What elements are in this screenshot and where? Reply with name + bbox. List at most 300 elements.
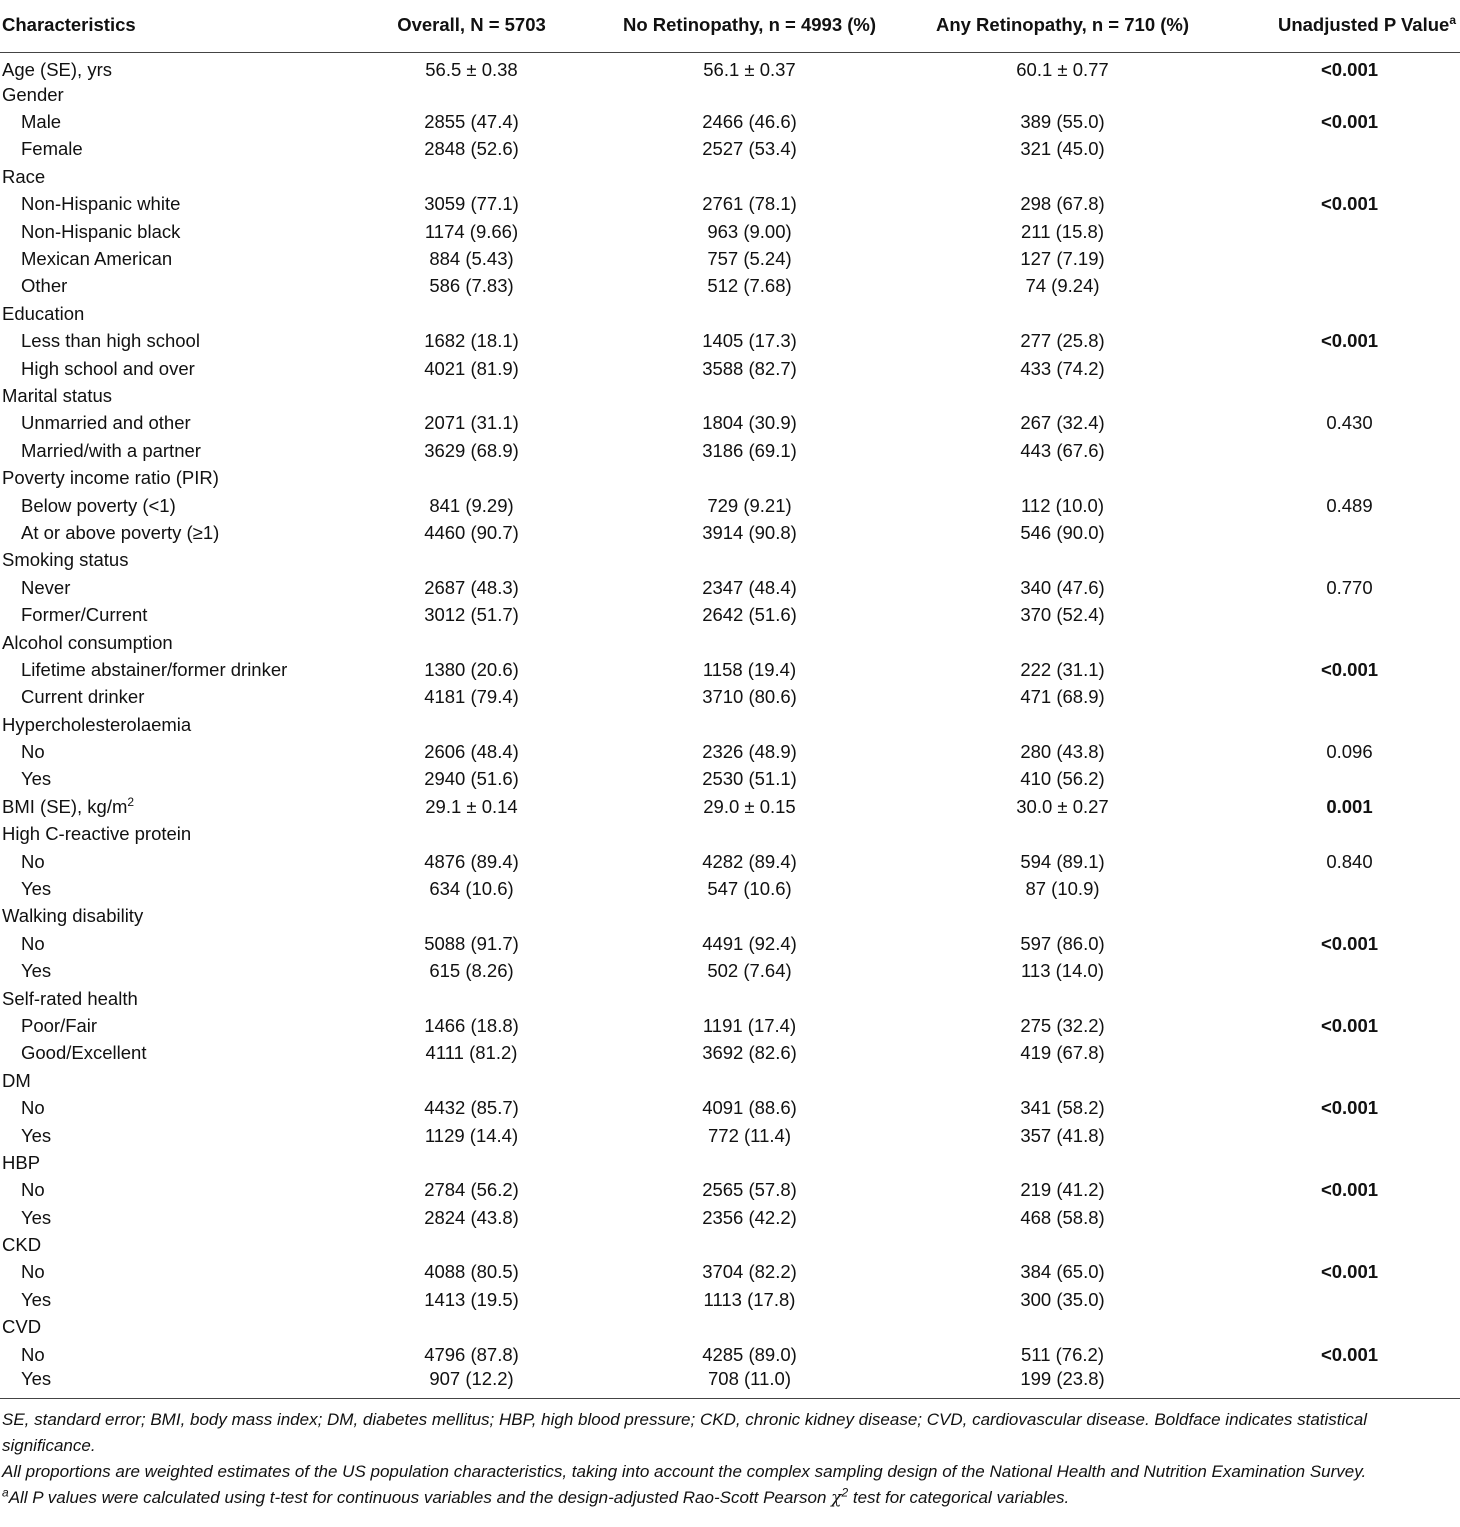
cell-any-retinopathy <box>906 1149 1219 1176</box>
cell-overall: 2848 (52.6) <box>424 138 519 160</box>
cell-overall <box>350 300 593 327</box>
characteristic-label: Education <box>2 302 85 324</box>
cell-no-retinopathy <box>593 1067 906 1094</box>
cell-overall: 4460 (90.7) <box>424 521 519 543</box>
cell-no-retinopathy: 963 (9.00) <box>707 220 792 242</box>
cell-p-value <box>1219 382 1460 409</box>
cell-any-retinopathy <box>906 629 1219 656</box>
cell-any-retinopathy: 74 (9.24) <box>1025 275 1100 297</box>
characteristic-label: Yes <box>21 878 52 900</box>
table-row-category <box>0 1067 1460 1094</box>
characteristic-label: Below poverty (<1) <box>21 494 176 516</box>
cell-characteristic <box>0 1177 350 1204</box>
cell-p-value: 0.770 <box>1326 576 1373 598</box>
cell-no-retinopathy <box>593 464 906 491</box>
cell-no-retinopathy: 2527 (53.4) <box>702 138 797 160</box>
cell-characteristic <box>0 355 350 382</box>
cell-overall <box>350 711 593 738</box>
characteristic-label: Marital status <box>2 384 113 406</box>
cell-no-retinopathy: 2565 (57.8) <box>702 1179 797 1201</box>
characteristic-label: No <box>21 1261 45 1283</box>
cell-overall <box>350 547 593 574</box>
cell-characteristic <box>0 821 350 848</box>
characteristic-label: Other <box>21 275 68 297</box>
cell-p-value: <0.001 <box>1320 59 1379 80</box>
cell-p-value <box>1219 245 1460 272</box>
cell-overall <box>350 464 593 491</box>
table-row <box>0 1341 1460 1368</box>
cell-p-value <box>1219 1067 1460 1094</box>
characteristic-label: No <box>21 850 45 872</box>
cell-any-retinopathy: 389 (55.0) <box>1020 111 1105 133</box>
cell-overall: 634 (10.6) <box>429 878 514 900</box>
cell-characteristic <box>0 1040 350 1067</box>
table-row <box>0 848 1460 875</box>
table-row-category <box>0 163 1460 190</box>
footnote-abbreviations: SE, standard error; BMI, body mass index; DM, diabetes mellitus; HBP, high blood pressure; CKD, chronic kidney disease; CVD, cardiovascular disease. Boldface indicates statistical significance. <box>2 1410 1368 1456</box>
characteristic-label: No <box>21 1343 45 1365</box>
cell-characteristic <box>0 903 350 930</box>
cell-no-retinopathy <box>593 985 906 1012</box>
table-row <box>0 1368 1460 1399</box>
footnote-p-text-before: All P values were calculated using t-test for continuous variables and the design-adjusted Rao-Scott Pearson <box>8 1488 832 1508</box>
cell-overall: 56.5 ± 0.38 <box>425 59 518 80</box>
cell-no-retinopathy <box>593 711 906 738</box>
cell-characteristic <box>0 437 350 464</box>
cell-p-value <box>1219 136 1460 163</box>
cell-p-value <box>1219 711 1460 738</box>
characteristic-label: Lifetime abstainer/former drinker <box>21 658 288 680</box>
table-row <box>0 1094 1460 1121</box>
cell-no-retinopathy <box>593 903 906 930</box>
table-row <box>0 218 1460 245</box>
cell-no-retinopathy: 512 (7.68) <box>707 275 792 297</box>
cell-overall: 1466 (18.8) <box>424 1014 519 1036</box>
table-row <box>0 273 1460 300</box>
cell-any-retinopathy <box>906 300 1219 327</box>
cell-p-value: <0.001 <box>1320 1261 1379 1283</box>
cell-p-value <box>1219 355 1460 382</box>
table-row <box>0 1122 1460 1149</box>
cell-overall: 1413 (19.5) <box>424 1288 519 1310</box>
table-row-category <box>0 81 1460 108</box>
cell-no-retinopathy: 3588 (82.7) <box>702 357 797 379</box>
cell-no-retinopathy <box>593 1149 906 1176</box>
cell-no-retinopathy: 4282 (89.4) <box>702 850 797 872</box>
characteristic-label: Walking disability <box>2 905 144 927</box>
characteristic-label: CKD <box>2 1234 42 1256</box>
cell-characteristic <box>0 1149 350 1176</box>
cell-p-value <box>1219 547 1460 574</box>
cell-any-retinopathy: 443 (67.6) <box>1020 439 1105 461</box>
characteristic-label: Female <box>21 138 83 160</box>
chi-square-exponent: 2 <box>841 1485 849 1500</box>
table-row-category <box>0 53 1460 82</box>
cell-characteristic <box>0 1259 350 1286</box>
table-row-category <box>0 1314 1460 1341</box>
characteristic-label: High school and over <box>21 357 195 379</box>
cell-overall: 3012 (51.7) <box>424 604 519 626</box>
cell-overall: 4181 (79.4) <box>424 686 519 708</box>
cell-p-value <box>1219 81 1460 108</box>
cell-no-retinopathy: 3692 (82.6) <box>702 1042 797 1064</box>
header-any-retinopathy: Any Retinopathy, n = 710 (%) <box>906 0 1219 53</box>
table-row-category <box>0 629 1460 656</box>
cell-no-retinopathy <box>593 81 906 108</box>
cell-p-value: <0.001 <box>1320 1014 1379 1036</box>
cell-overall <box>350 382 593 409</box>
table-row <box>0 656 1460 683</box>
cell-overall: 5088 (91.7) <box>424 932 519 954</box>
characteristic-label: Poor/Fair <box>21 1014 98 1036</box>
table-row <box>0 355 1460 382</box>
cell-any-retinopathy: 211 (15.8) <box>1021 220 1104 242</box>
characteristic-label: No <box>21 741 45 763</box>
characteristic-label: Smoking status <box>2 549 129 571</box>
cell-overall: 2687 (48.3) <box>424 576 519 598</box>
cell-no-retinopathy: 4491 (92.4) <box>702 932 797 954</box>
characteristic-label: High C-reactive protein <box>2 823 192 845</box>
cell-overall <box>350 821 593 848</box>
cell-no-retinopathy: 56.1 ± 0.37 <box>703 59 796 80</box>
header-characteristics: Characteristics <box>0 0 350 53</box>
cell-characteristic <box>0 492 350 519</box>
cell-characteristic <box>0 53 350 82</box>
cell-characteristic <box>0 136 350 163</box>
cell-overall <box>350 163 593 190</box>
cell-overall <box>350 985 593 1012</box>
cell-no-retinopathy: 547 (10.6) <box>707 878 792 900</box>
cell-overall: 4088 (80.5) <box>424 1261 519 1283</box>
cell-p-value <box>1219 766 1460 793</box>
cell-characteristic <box>0 930 350 957</box>
cell-p-value <box>1219 601 1460 628</box>
table-row <box>0 437 1460 464</box>
cell-characteristic <box>0 1012 350 1039</box>
cell-any-retinopathy: 219 (41.2) <box>1020 1179 1105 1201</box>
cell-any-retinopathy: 419 (67.8) <box>1020 1042 1105 1064</box>
characteristic-label: Less than high school <box>21 330 200 352</box>
cell-any-retinopathy <box>906 985 1219 1012</box>
cell-overall <box>350 903 593 930</box>
cell-overall: 4111 (81.2) <box>425 1042 518 1064</box>
table-row <box>0 601 1460 628</box>
characteristic-label: Race <box>2 165 46 187</box>
cell-no-retinopathy <box>593 629 906 656</box>
characteristic-label: At or above poverty (≥1) <box>21 521 220 543</box>
cell-any-retinopathy: 113 (14.0) <box>1021 960 1104 982</box>
cell-p-value: 0.001 <box>1326 795 1373 817</box>
cell-characteristic <box>0 711 350 738</box>
cell-any-retinopathy: 384 (65.0) <box>1020 1261 1105 1283</box>
cell-p-value: 0.489 <box>1326 494 1373 516</box>
cell-p-value <box>1219 437 1460 464</box>
cell-any-retinopathy <box>906 81 1219 108</box>
characteristic-label: Gender <box>2 83 64 105</box>
cell-any-retinopathy: 60.1 ± 0.77 <box>1016 59 1109 80</box>
cell-overall: 4796 (87.8) <box>424 1343 519 1365</box>
characteristic-label: Self-rated health <box>2 987 138 1009</box>
footnote-weighting: All proportions are weighted estimates of the US population characteristics, taking into account the complex sampling design of the National Health and Nutrition Examination Survey. <box>2 1462 1367 1482</box>
cell-characteristic <box>0 328 350 355</box>
cell-no-retinopathy: 3710 (80.6) <box>702 686 797 708</box>
cell-any-retinopathy: 199 (23.8) <box>1020 1368 1105 1390</box>
cell-overall <box>350 1314 593 1341</box>
cell-overall: 3629 (68.9) <box>424 439 519 461</box>
characteristic-label: Age (SE), yrs <box>2 59 112 80</box>
table-row <box>0 492 1460 519</box>
cell-p-value <box>1219 1122 1460 1149</box>
cell-overall: 29.1 ± 0.14 <box>425 795 518 817</box>
cell-p-value: <0.001 <box>1320 193 1379 215</box>
cell-no-retinopathy: 2356 (42.2) <box>702 1206 797 1228</box>
cell-overall <box>350 629 593 656</box>
cell-any-retinopathy <box>906 547 1219 574</box>
cell-any-retinopathy: 275 (32.2) <box>1020 1014 1105 1036</box>
cell-any-retinopathy <box>906 903 1219 930</box>
cell-overall: 1174 (9.66) <box>424 220 519 242</box>
cell-any-retinopathy: 340 (47.6) <box>1020 576 1105 598</box>
cell-p-value: <0.001 <box>1320 658 1379 680</box>
cell-overall: 2606 (48.4) <box>424 741 519 763</box>
cell-no-retinopathy <box>593 1231 906 1258</box>
cell-overall: 907 (12.2) <box>429 1368 514 1390</box>
cell-p-value <box>1219 1231 1460 1258</box>
cell-overall: 4432 (85.7) <box>424 1097 519 1119</box>
cell-no-retinopathy: 2761 (78.1) <box>702 193 797 215</box>
characteristic-label: Married/with a partner <box>21 439 201 461</box>
footnote-marker: a <box>2 1485 9 1500</box>
cell-any-retinopathy: 546 (90.0) <box>1020 521 1105 543</box>
cell-no-retinopathy: 1804 (30.9) <box>702 412 797 434</box>
cell-characteristic <box>0 1314 350 1341</box>
cell-any-retinopathy: 370 (52.4) <box>1020 604 1105 626</box>
characteristic-label: Current drinker <box>21 686 145 708</box>
cell-no-retinopathy: 2326 (48.9) <box>702 741 797 763</box>
table-row-category <box>0 1149 1460 1176</box>
characteristic-label: Never <box>21 576 71 598</box>
cell-p-value: 0.096 <box>1326 741 1373 763</box>
characteristic-label: Yes <box>21 960 52 982</box>
cell-no-retinopathy <box>593 300 906 327</box>
table-row <box>0 1012 1460 1039</box>
cell-characteristic <box>0 464 350 491</box>
cell-overall: 2784 (56.2) <box>424 1179 519 1201</box>
cell-p-value: <0.001 <box>1320 1179 1379 1201</box>
cell-characteristic <box>0 1122 350 1149</box>
cell-overall: 4021 (81.9) <box>424 357 519 379</box>
table-row-category <box>0 547 1460 574</box>
characteristic-label: HBP <box>2 1151 41 1173</box>
cell-any-retinopathy: 298 (67.8) <box>1020 193 1105 215</box>
cell-p-value <box>1219 958 1460 985</box>
header-p-value <box>1219 0 1460 53</box>
cell-characteristic <box>0 245 350 272</box>
cell-p-value <box>1219 903 1460 930</box>
cell-any-retinopathy: 357 (41.8) <box>1020 1124 1105 1146</box>
characteristic-label: Good/Excellent <box>21 1042 147 1064</box>
cell-overall: 1380 (20.6) <box>424 658 519 680</box>
characteristic-label: No <box>21 932 45 954</box>
table-row-category <box>0 793 1460 820</box>
cell-characteristic <box>0 1067 350 1094</box>
table-body <box>0 53 1460 1399</box>
cell-characteristic <box>0 519 350 546</box>
table-row <box>0 958 1460 985</box>
table-row <box>0 410 1460 437</box>
characteristic-label-sup: 2 <box>127 794 135 809</box>
table-row-category <box>0 711 1460 738</box>
cell-no-retinopathy: 1405 (17.3) <box>702 330 797 352</box>
cell-p-value <box>1219 1286 1460 1313</box>
cell-any-retinopathy: 222 (31.1) <box>1020 658 1105 680</box>
characteristic-label: CVD <box>2 1316 42 1338</box>
cell-p-value: <0.001 <box>1320 330 1379 352</box>
cell-characteristic <box>0 191 350 218</box>
cell-characteristic <box>0 766 350 793</box>
cell-any-retinopathy: 267 (32.4) <box>1020 412 1105 434</box>
cell-characteristic <box>0 1286 350 1313</box>
footnote-p-text-after: test for categorical variables. <box>848 1488 1070 1508</box>
cell-overall <box>350 1149 593 1176</box>
cell-characteristic <box>0 985 350 1012</box>
cell-p-value <box>1219 684 1460 711</box>
table-row <box>0 1286 1460 1313</box>
cell-no-retinopathy: 2466 (46.6) <box>702 111 797 133</box>
cell-overall: 2940 (51.6) <box>424 768 519 790</box>
cell-overall: 1129 (14.4) <box>424 1124 519 1146</box>
cell-no-retinopathy: 3914 (90.8) <box>702 521 797 543</box>
cell-any-retinopathy: 277 (25.8) <box>1020 330 1105 352</box>
cell-any-retinopathy: 300 (35.0) <box>1020 1288 1105 1310</box>
header-p-value-label: Unadjusted P Value <box>1277 14 1450 35</box>
cell-characteristic <box>0 382 350 409</box>
table-row <box>0 738 1460 765</box>
cell-no-retinopathy: 729 (9.21) <box>707 494 792 516</box>
cell-characteristic <box>0 1341 350 1368</box>
cell-any-retinopathy <box>906 1314 1219 1341</box>
cell-p-value <box>1219 1368 1460 1399</box>
header-overall: Overall, N = 5703 <box>350 0 593 53</box>
characteristic-label: Yes <box>21 1206 52 1228</box>
footnote-p-values <box>2 1485 1458 1511</box>
cell-characteristic <box>0 1094 350 1121</box>
header-p-value-sup: a <box>1449 12 1456 27</box>
characteristic-label: Poverty income ratio (PIR) <box>2 467 219 489</box>
cell-no-retinopathy: 708 (11.0) <box>708 1368 791 1390</box>
cell-characteristic <box>0 958 350 985</box>
cell-characteristic <box>0 300 350 327</box>
cell-characteristic <box>0 218 350 245</box>
characteristic-label: DM <box>2 1069 31 1091</box>
cell-overall: 2824 (43.8) <box>424 1206 519 1228</box>
cell-characteristic <box>0 273 350 300</box>
table-row <box>0 684 1460 711</box>
cell-any-retinopathy <box>906 711 1219 738</box>
cell-characteristic <box>0 848 350 875</box>
cell-overall: 2855 (47.4) <box>424 111 519 133</box>
cell-no-retinopathy: 757 (5.24) <box>707 248 792 270</box>
characteristic-label: No <box>21 1179 45 1201</box>
cell-characteristic <box>0 410 350 437</box>
characteristic-label: Mexican American <box>21 248 173 270</box>
cell-no-retinopathy: 1113 (17.8) <box>703 1288 796 1310</box>
table-row <box>0 328 1460 355</box>
cell-any-retinopathy: 112 (10.0) <box>1021 494 1104 516</box>
cell-overall <box>350 1067 593 1094</box>
cell-no-retinopathy: 1158 (19.4) <box>702 658 797 680</box>
cell-any-retinopathy: 341 (58.2) <box>1020 1097 1105 1119</box>
cell-characteristic <box>0 1231 350 1258</box>
cell-any-retinopathy: 471 (68.9) <box>1020 686 1105 708</box>
characteristic-label: Yes <box>21 768 52 790</box>
cell-any-retinopathy: 597 (86.0) <box>1020 932 1105 954</box>
cell-no-retinopathy: 2347 (48.4) <box>702 576 797 598</box>
cell-p-value <box>1219 519 1460 546</box>
chi-square-symbol: χ <box>831 1488 842 1509</box>
cell-p-value <box>1219 273 1460 300</box>
cell-no-retinopathy <box>593 1314 906 1341</box>
cell-any-retinopathy: 594 (89.1) <box>1020 850 1105 872</box>
table-row <box>0 1259 1460 1286</box>
table-row <box>0 766 1460 793</box>
cell-overall: 3059 (77.1) <box>424 193 519 215</box>
cell-no-retinopathy <box>593 547 906 574</box>
cell-any-retinopathy: 321 (45.0) <box>1020 138 1105 160</box>
cell-characteristic <box>0 1368 350 1399</box>
table-row-category <box>0 903 1460 930</box>
cell-no-retinopathy: 4091 (88.6) <box>702 1097 797 1119</box>
table-row <box>0 108 1460 135</box>
cell-p-value: <0.001 <box>1320 932 1379 954</box>
cell-any-retinopathy <box>906 382 1219 409</box>
cell-any-retinopathy <box>906 163 1219 190</box>
cell-any-retinopathy <box>906 464 1219 491</box>
characteristic-label: Male <box>21 111 62 133</box>
cell-characteristic <box>0 629 350 656</box>
cell-p-value <box>1219 1314 1460 1341</box>
cell-p-value <box>1219 1040 1460 1067</box>
table-row <box>0 930 1460 957</box>
cell-no-retinopathy <box>593 382 906 409</box>
characteristic-label: Hypercholesterolaemia <box>2 713 192 735</box>
table-row-category <box>0 300 1460 327</box>
characteristic-label: BMI (SE), kg/m <box>2 795 128 817</box>
table-row-category <box>0 985 1460 1012</box>
cell-overall <box>350 1231 593 1258</box>
table-row <box>0 1040 1460 1067</box>
table-row <box>0 191 1460 218</box>
cell-p-value <box>1219 821 1460 848</box>
cell-no-retinopathy: 2530 (51.1) <box>702 768 797 790</box>
cell-any-retinopathy <box>906 1067 1219 1094</box>
cell-overall: 615 (8.26) <box>429 960 514 982</box>
cell-overall <box>350 81 593 108</box>
cell-characteristic <box>0 1204 350 1231</box>
cell-characteristic <box>0 656 350 683</box>
cell-any-retinopathy <box>906 821 1219 848</box>
characteristic-label: Yes <box>21 1124 52 1146</box>
cell-p-value: <0.001 <box>1320 1097 1379 1119</box>
cell-overall: 586 (7.83) <box>429 275 514 297</box>
table-row-category <box>0 821 1460 848</box>
cell-overall: 884 (5.43) <box>429 248 514 270</box>
characteristic-label: Yes <box>21 1368 52 1390</box>
cell-no-retinopathy: 4285 (89.0) <box>702 1343 797 1365</box>
cell-overall: 1682 (18.1) <box>424 330 519 352</box>
cell-overall: 841 (9.29) <box>429 494 514 516</box>
cell-characteristic <box>0 81 350 108</box>
